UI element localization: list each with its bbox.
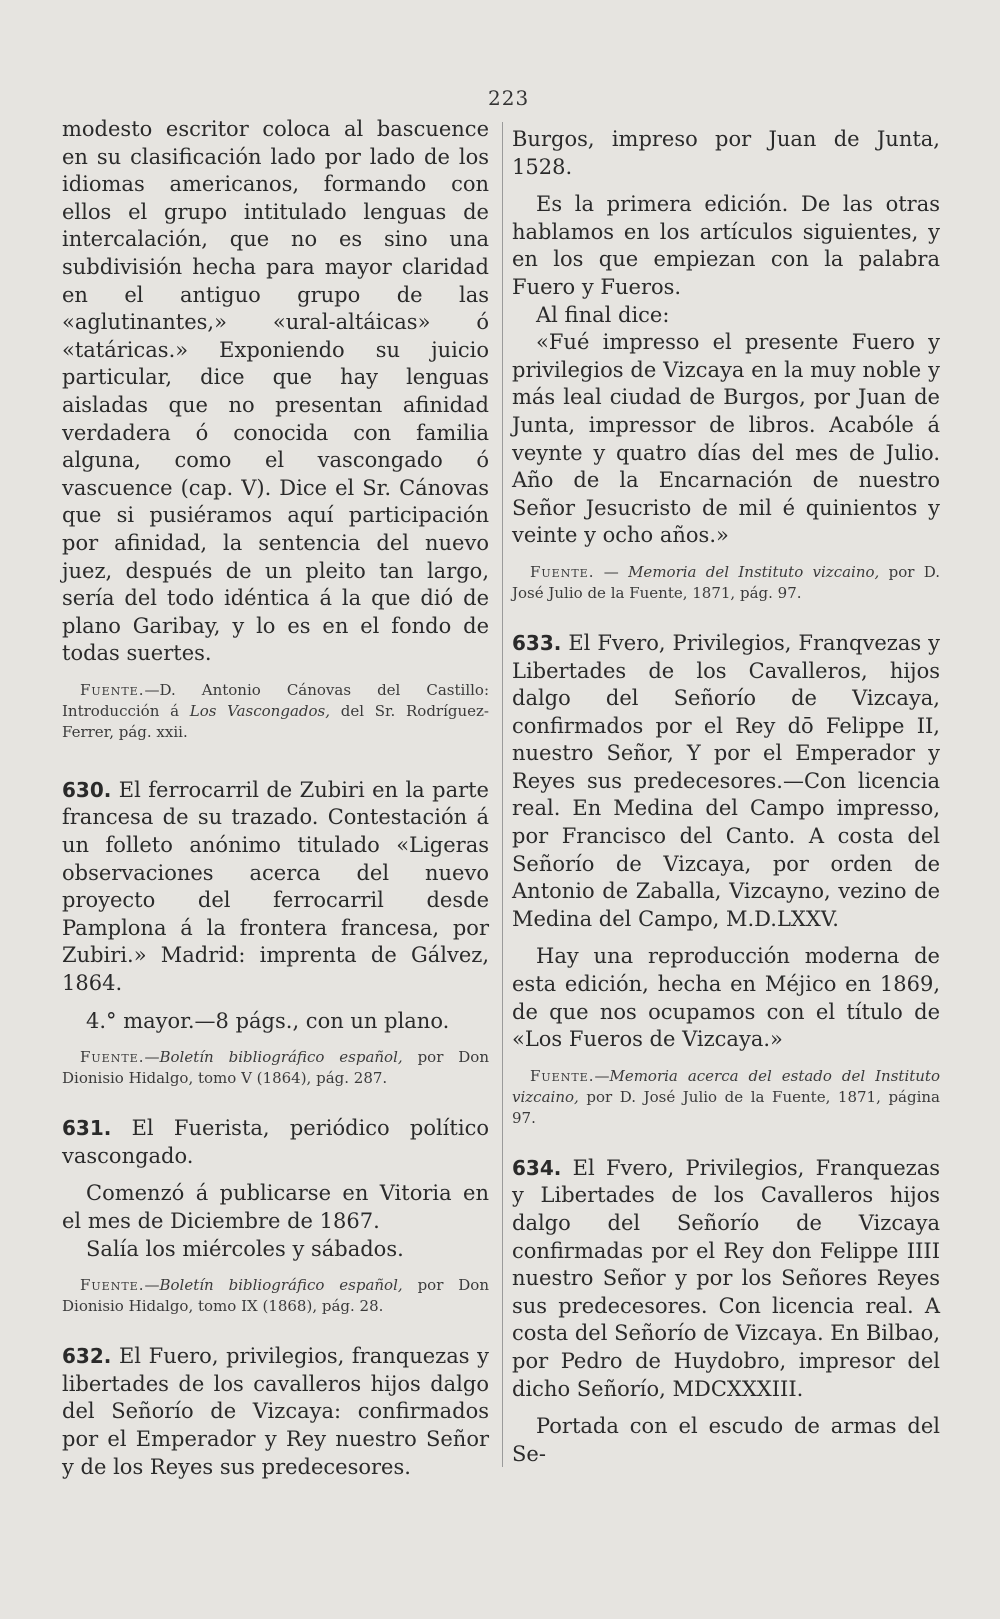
source-title: Boletín bibliográfico español,: [159, 1276, 403, 1295]
source-title: Memoria del Instituto vizcaino,: [628, 562, 880, 581]
colophon-quote: «Fué impresso el presente Fuero y privilegios de Vizcaya en la muy noble y más leal ciudad de Burgos, por Juan de Junta, impressor de libros. Acabóle á veynte y quatro días del mes de Julio. Año de la Encarnación de nuestro Señor Jesucristo de mil é quinientos y veinte y ocho años.»: [512, 330, 940, 548]
edition-paragraph: Es la primera edición. De las otras hablamos en los artículos siguientes, y en los que empiezan con la palabra Fuero y Fueros.: [512, 192, 940, 299]
source-dash: —: [594, 1066, 610, 1085]
source-title: Memoria acerca del estado del Instituto vizcaino,: [512, 1066, 940, 1106]
right-column: [512, 126, 940, 1468]
intro-paragraph: modesto escritor coloca al bascuence en su clasificación lado por lado de los idiomas americanos, formando con ellos el grupo intitulado lenguas de intercalación, que no es sino una subdivisión hecha para mayor claridad en el antiguo grupo de las «aglutinantes,» «ural-altáicas» ó «tatáricas.» Exponiendo su juicio particular, dice que hay lenguas aisladas que no presentan afinidad verdadera ó conocida con familia alguna, como el vascongado ó vascuence (cap. V). Dice el Sr. Cánovas que si pusiéramos aquí participación por afinidad, la sentencia del nuevo juez, después de un pleito tan largo, sería del todo idéntica á la que dió de plano Garibay, y lo es en el fondo de todas suertes.: [62, 117, 489, 666]
entry-title-630: El ferrocarril de Zubiri en la parte francesa de su trazado. Contestación á un folleto anónimo titulado «Ligeras observaciones acerca del nuevo proyecto del ferrocarril desde Pamplona á la frontera francesa, por Zubiri.» Madrid: imprenta de Gálvez, 1864.: [62, 777, 489, 996]
source-note-632: [512, 562, 940, 604]
entry-number-630: 630.: [62, 777, 112, 802]
entry-paragraph-631-1: Comenzó á publicarse en Vitoria en el mes de Diciembre de 1867.: [62, 1181, 489, 1233]
entry-633: [512, 630, 940, 934]
entry-number-631: 631.: [62, 1116, 112, 1141]
continued-paragraph: Burgos, impreso por Juan de Junta, 1528.: [512, 127, 940, 179]
entry-paragraph-634: Portada con el escudo de armas del Se-: [512, 1414, 940, 1466]
source-tail: por Don Dionisio Hidalgo, tomo IX (1868), pág. 28.: [62, 1276, 489, 1316]
source-label: Fuente.: [80, 1276, 145, 1295]
entry-632: [62, 1343, 489, 1481]
source-tail: del Sr. Rodríguez-Ferrer, pág. xxii.: [62, 701, 489, 741]
left-column: [62, 116, 489, 1481]
column-divider: [502, 122, 503, 1467]
source-tail: por D. José Julio de la Fuente, 1871, página 97.: [512, 1087, 940, 1127]
entry-634: [512, 1155, 940, 1403]
source-note-630: [62, 1047, 489, 1089]
entry-number-634: 634.: [512, 1155, 562, 1180]
entry-630: [62, 777, 489, 998]
source-label: Fuente.: [80, 1048, 145, 1067]
entry-paragraph-631-2: Salía los miércoles y sábados.: [86, 1236, 404, 1261]
entry-number-632: 632.: [62, 1344, 112, 1369]
source-note-633: [512, 1066, 940, 1129]
entry-title-633: El Fvero, Privilegios, Franqvezas y Libertades de los Cavalleros, hijos dalgo del Señorío de Vizcaya, confirmados por el Rey dō Felippe II, nuestro Señor, Y por el Emperador y Reyes sus predecesores.—Con licencia real. En Medina del Campo impresso, por Francisco del Canto. A costa del Señorío de Vizcaya, por orden de Antonio de Zaballa, Vizcayno, vezino de Medina del Campo, M.D.LXXV.: [512, 630, 940, 931]
entry-title-631: El Fuerista, periódico político vascongado.: [62, 1116, 489, 1168]
source-title: Boletín bibliográfico español,: [159, 1048, 403, 1067]
source-note-631: [62, 1275, 489, 1317]
entry-title-632: El Fuero, privilegios, franquezas y libertades de los cavalleros hijos dalgo del Señorío de Vizcaya: confirmados por el Emperador y Rey nuestro Señor y de los Reyes sus predecesores.: [62, 1344, 489, 1479]
source-note-intro: [62, 680, 489, 743]
source-tail: por D. José Julio de la Fuente, 1871, pág. 97.: [512, 562, 940, 602]
source-label: Fuente.: [530, 1066, 595, 1085]
source-tail: por Don Dionisio Hidalgo, tomo V (1864), pág. 287.: [62, 1048, 489, 1088]
entry-description-630: 4.° mayor.—8 págs., con un plano.: [86, 1008, 450, 1033]
source-text: —D. Antonio Cánovas del Castillo: Introducción á: [62, 680, 489, 720]
page-number: 223: [488, 86, 530, 110]
source-dash: —: [594, 562, 629, 581]
final-label: Al final dice:: [536, 302, 670, 327]
source-dash: —: [144, 1048, 160, 1067]
entry-631: [62, 1115, 489, 1170]
entry-title-634: El Fvero, Privilegios, Franquezas y Libertades de los Cavalleros hijos dalgo del Señorío de Vizcaya confirmadas por el Rey don Felippe IIII nuestro Señor y por los Señores Reyes sus predecesores. Con licencia real. A costa del Señorío de Vizcaya. En Bilbao, por Pedro de Huydobro, impresor del dicho Señorío, MDCXXXIII.: [512, 1155, 940, 1401]
entry-number-633: 633.: [512, 630, 562, 655]
source-label: Fuente.: [80, 680, 145, 699]
source-label: Fuente.: [530, 562, 595, 581]
source-title: Los Vascongados,: [189, 701, 330, 720]
source-dash: —: [144, 1276, 160, 1295]
entry-paragraph-633: Hay una reproducción moderna de esta edición, hecha en Méjico en 1869, de que nos ocupamos con el título de «Los Fueros de Vizcaya.»: [512, 944, 940, 1052]
